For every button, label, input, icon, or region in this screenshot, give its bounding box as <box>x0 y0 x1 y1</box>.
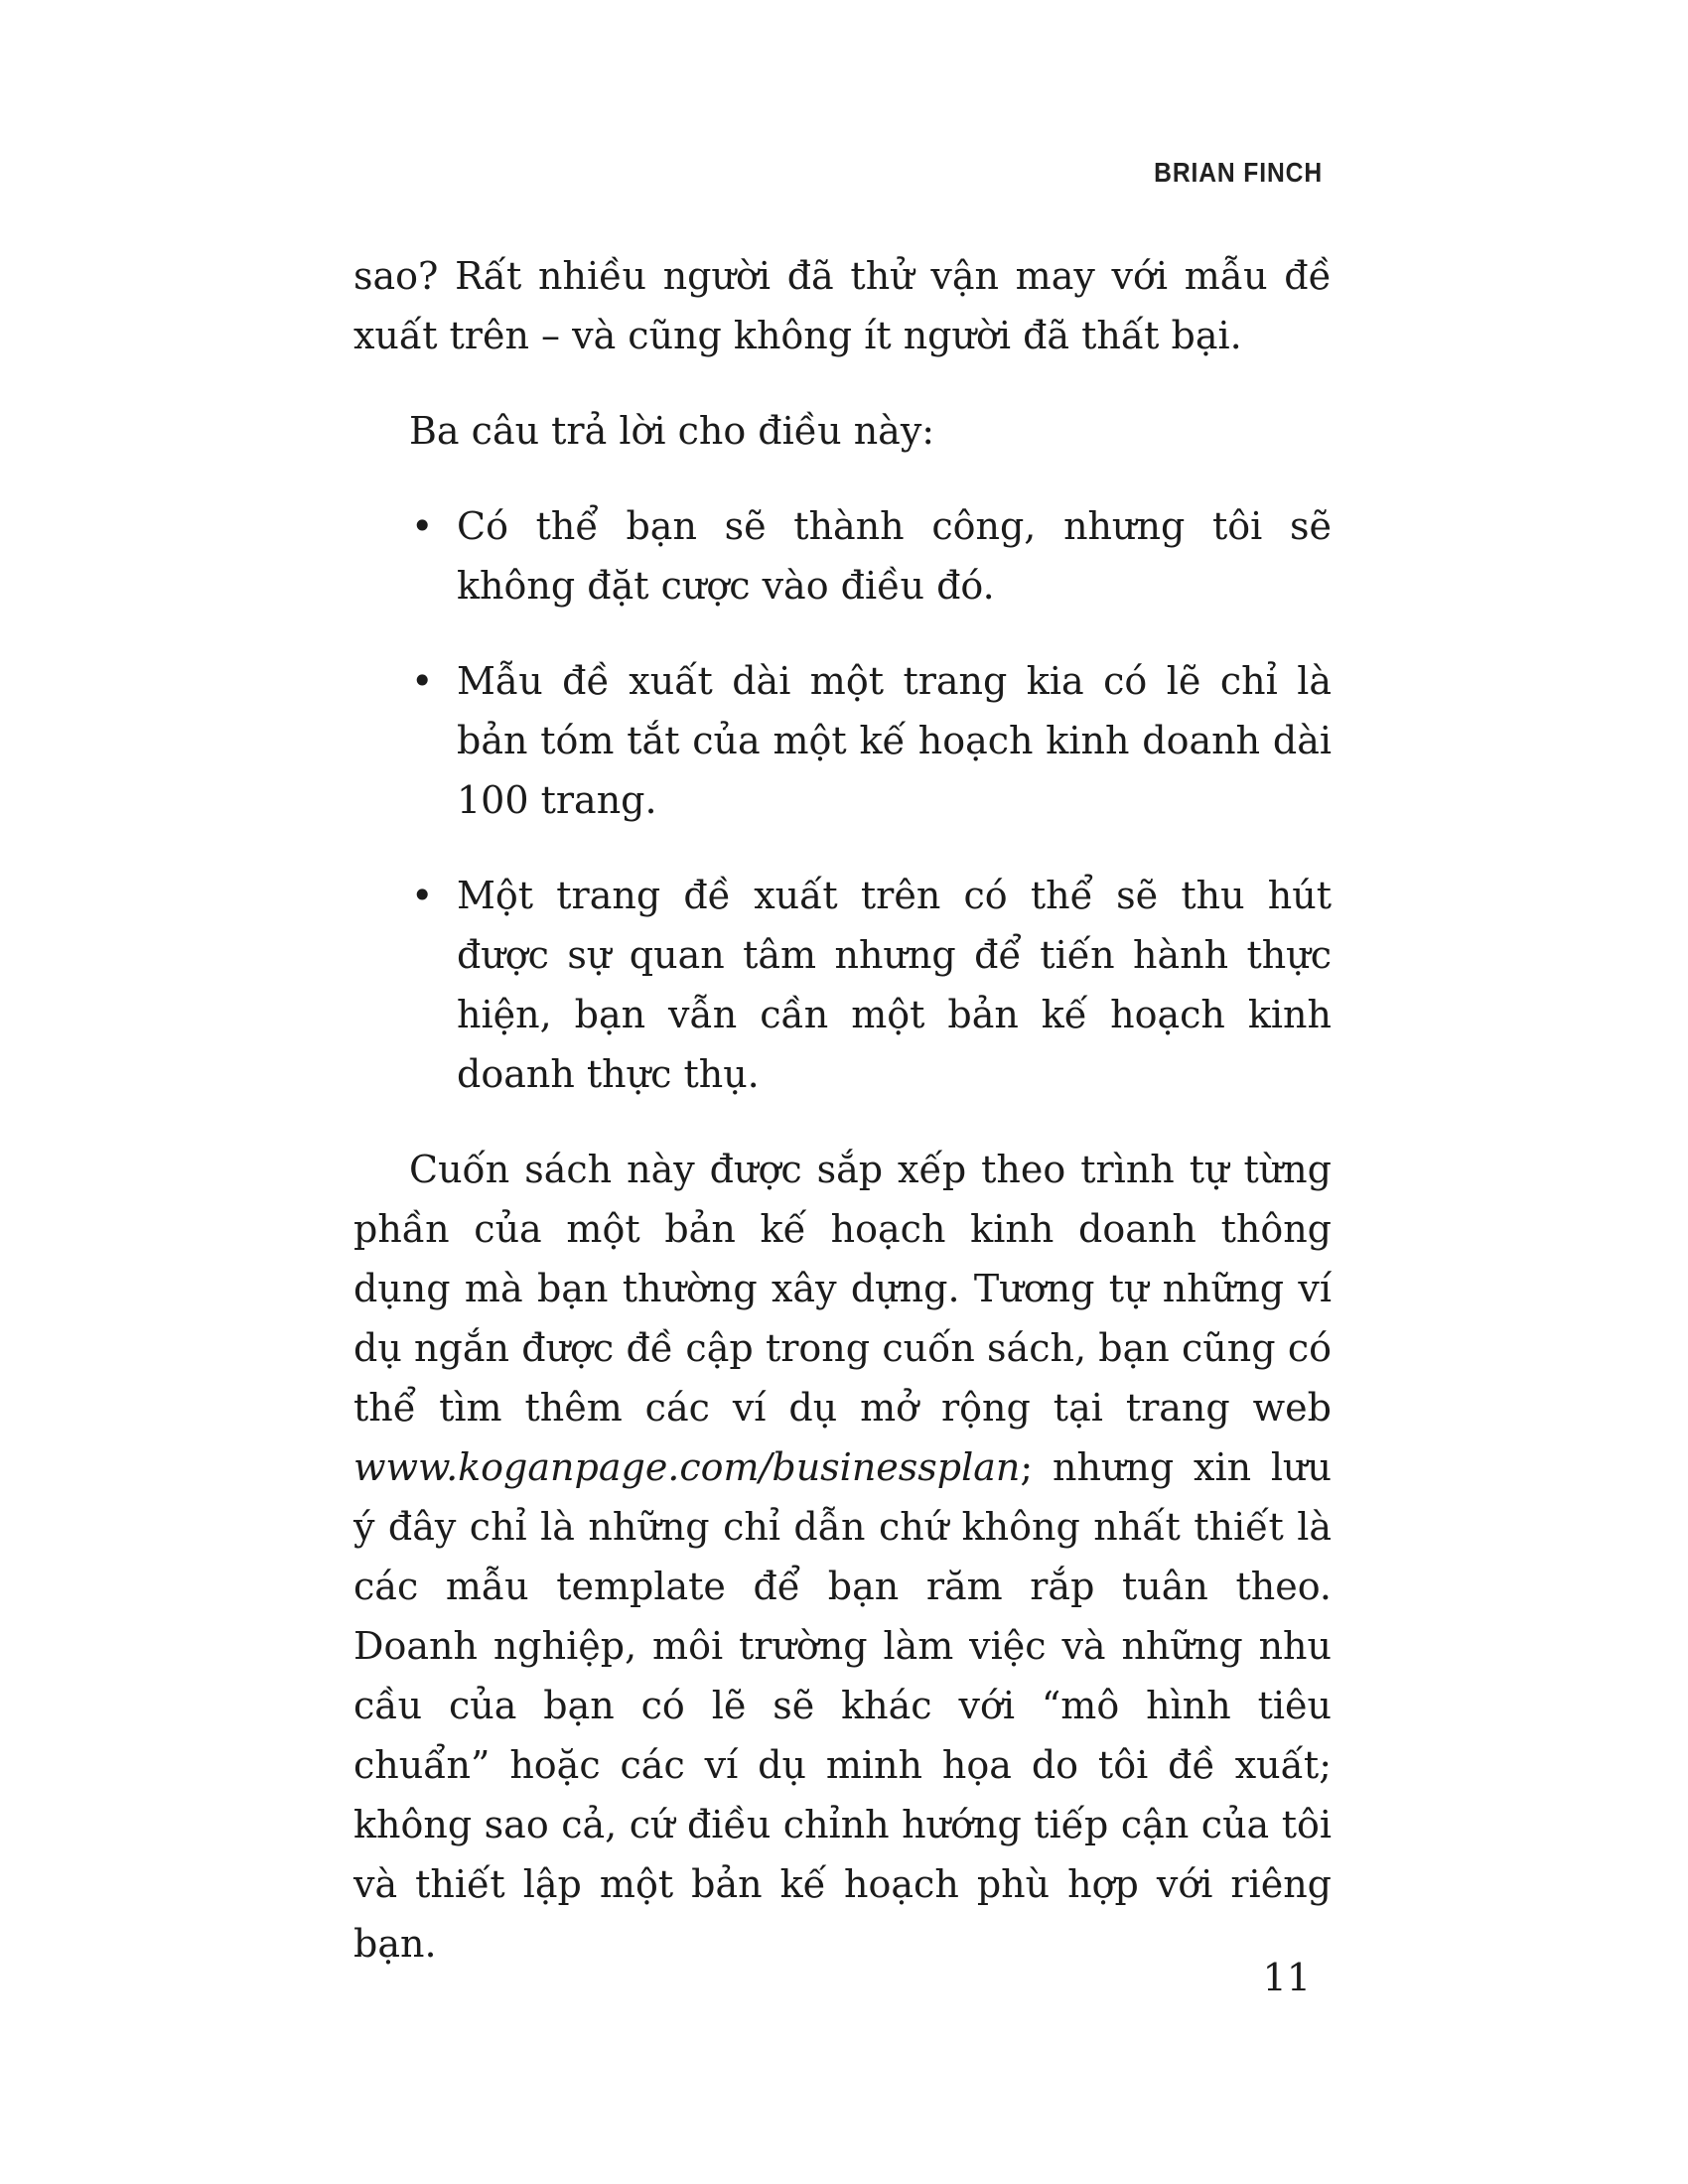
bullet-icon: • <box>411 504 434 548</box>
bullet-list <box>353 496 1332 1104</box>
page-number: 11 <box>1262 1956 1311 1999</box>
list-item <box>353 496 1332 615</box>
paragraph-closing <box>353 1140 1332 1974</box>
bullet-icon: • <box>411 659 434 703</box>
list-item <box>353 651 1332 830</box>
running-head-author: BRIAN FINCH <box>1154 157 1323 188</box>
list-item-text: Một trang đề xuất trên có thể sẽ thu hút được sự quan tâm nhưng để tiến hành thực hiện, bạn vẫn cần một bản kế hoạch kinh doanh thực thụ. <box>457 874 1332 1096</box>
website-url-text: www.koganpage.com/businessplan <box>353 1445 1021 1489</box>
paragraph-intro: Ba câu trả lời cho điều này: <box>409 409 935 453</box>
list-item-text: Mẫu đề xuất dài một trang kia có lẽ chỉ là bản tóm tắt của một kế hoạch kinh doanh dài 100 trang. <box>457 659 1332 822</box>
list-item <box>353 866 1332 1104</box>
list-item-text: Có thể bạn sẽ thành công, nhưng tôi sẽ không đặt cược vào điều đó. <box>457 504 1332 608</box>
paragraph-continuation: sao? Rất nhiều người đã thử vận may với mẫu đề xuất trên – và cũng không ít người đã thất bại. <box>353 254 1332 357</box>
body-text-block <box>353 246 1332 2009</box>
paragraph-closing-text-start: Cuốn sách này được sắp xếp theo trình tự từng phần của một bản kế hoạch kinh doanh thông dụng mà bạn thường xây dựng. Tương tự những ví dụ ngắn được đề cập trong cuốn sách, bạn cũng có thể tìm thêm các ví dụ mở rộng tại trang web <box>353 1148 1332 1430</box>
paragraph-closing-text-end: ; nhưng xin lưu ý đây chỉ là những chỉ dẫn chứ không nhất thiết là các mẫu template để bạn răm rắp tuân theo. Doanh nghiệp, môi trường làm việc và những nhu cầu của bạn có lẽ sẽ khác với “mô hình tiêu chuẩn” hoặc các ví dụ minh họa do tôi đề xuất; không sao cả, cứ điều chỉnh hướng tiếp cận của tôi và thiết lập một bản kế hoạch phù hợp với riêng bạn. <box>353 1445 1332 1966</box>
bullet-icon: • <box>411 874 434 917</box>
